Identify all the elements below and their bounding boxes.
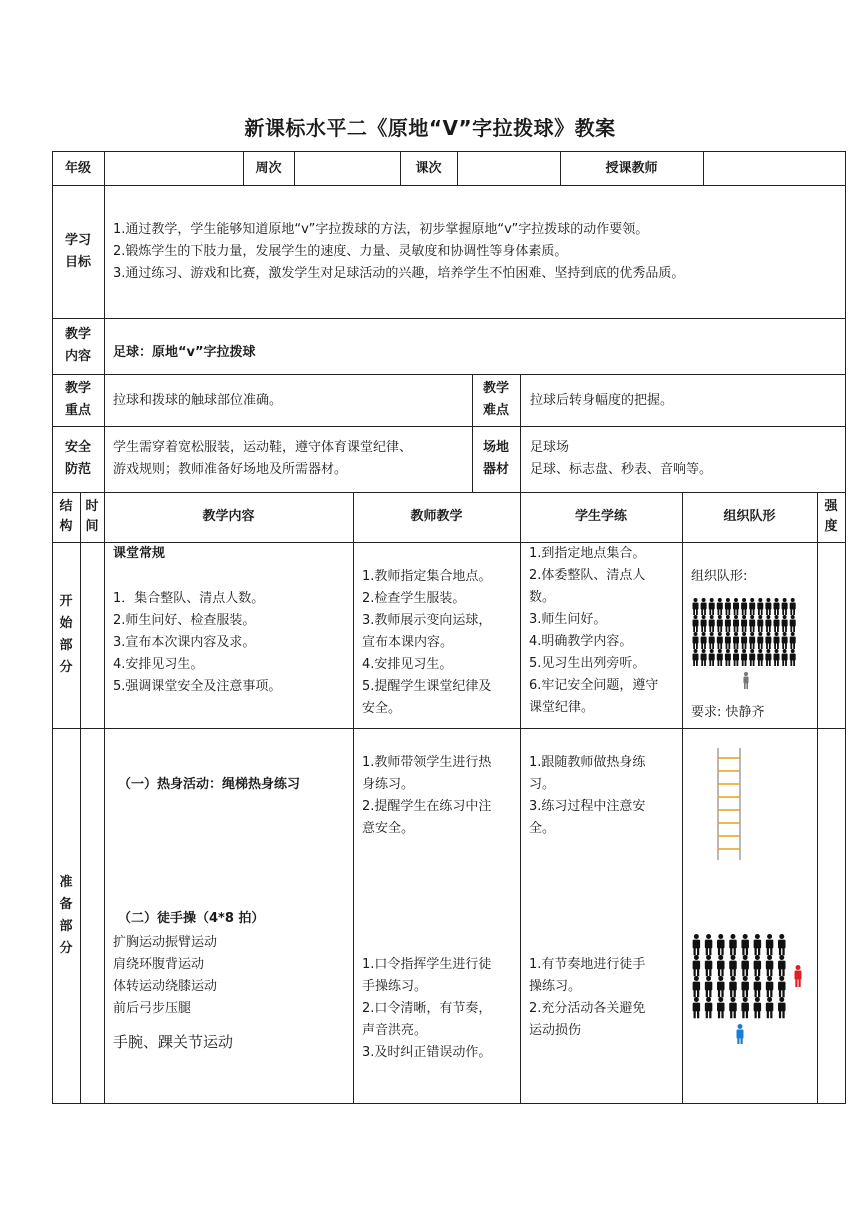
list-item: 体转运动绕膝运动 (113, 979, 218, 994)
person-icon (741, 997, 749, 1018)
person-icon (725, 598, 731, 615)
key-points-value: 拉球和拨球的触球部位准确。 (113, 393, 283, 408)
person-icon (790, 649, 796, 666)
person-icon (725, 632, 731, 649)
person-icon (754, 997, 762, 1018)
formation-requirement: 要求: 快静齐 (691, 705, 765, 720)
person-icon (717, 632, 723, 649)
person-icon (774, 632, 780, 649)
person-icon (754, 934, 762, 955)
difficulty-value: 拉球后转身幅度的把握。 (530, 393, 674, 408)
col-structure: 结构 (59, 499, 73, 534)
col-formation: 组织队形 (723, 509, 776, 524)
person-icon (733, 649, 739, 666)
teacher-figure-blue (737, 1024, 744, 1044)
person-icon (757, 632, 763, 649)
list-item: 2.体委整队、清点人 (529, 568, 646, 583)
teacher-label: 授课教师 (605, 160, 658, 176)
list-item: 习。 (529, 777, 556, 792)
col-teacher: 教师教学 (410, 509, 463, 524)
list-item: 1.口令指挥学生进行徒 (362, 957, 492, 972)
person-icon (741, 955, 749, 976)
person-icon (725, 649, 731, 666)
person-icon (778, 976, 786, 997)
list-item: 5.见习生出列旁听。 (529, 656, 646, 671)
person-icon (782, 649, 788, 666)
person-icon (733, 598, 739, 615)
person-icon (705, 955, 713, 976)
person-icon (717, 934, 725, 955)
person-icon (778, 934, 786, 955)
person-icon (705, 934, 713, 955)
person-icon (774, 615, 780, 632)
person-icon (741, 976, 749, 997)
person-icon (709, 615, 715, 632)
person-icon (729, 955, 737, 976)
person-icon (729, 934, 737, 955)
person-icon (741, 615, 747, 632)
list-item: 3.练习过程中注意安 (529, 799, 646, 814)
person-icon (693, 632, 699, 649)
person-icon (757, 615, 763, 632)
person-icon (749, 598, 755, 615)
objective-item: 2.锻炼学生的下肢力量，发展学生的速度、力量、灵敏度和协调性等身体素质。 (113, 244, 568, 259)
list-item: 1.教师带领学生进行热 (362, 755, 492, 770)
person-icon (757, 649, 763, 666)
safety-line: 学生需穿着宽松服装，运动鞋，遵守体育课堂纪律、 (113, 440, 413, 455)
person-icon (741, 598, 747, 615)
list-item: 肩绕环腹背运动 (113, 957, 205, 972)
person-icon (757, 598, 763, 615)
person-icon (765, 649, 771, 666)
person-icon (693, 955, 701, 976)
list-item: 前后弓步压腿 (113, 1001, 192, 1016)
person-icon (725, 615, 731, 632)
list-item: 2.师生问好、检查服装。 (113, 613, 256, 628)
safety-label: 安全防范 (64, 440, 91, 477)
page-title: 新课标水平二《原地“V”字拉拨球》教案 (244, 116, 616, 140)
list-item: 身练习。 (362, 777, 415, 792)
col-intensity: 强度 (824, 499, 838, 534)
col-time: 时间 (85, 499, 99, 534)
list-item: 2.口令清晰，有节奏， (362, 1001, 492, 1016)
person-icon (693, 615, 699, 632)
difficulty-label: 教学难点 (482, 381, 509, 418)
person-icon (782, 632, 788, 649)
person-icon (765, 598, 771, 615)
person-icon (693, 997, 701, 1018)
person-icon (729, 997, 737, 1018)
list-item: 安全。 (362, 701, 402, 716)
person-icon (709, 649, 715, 666)
week-label: 周次 (255, 160, 282, 176)
objective-item: 1.通过教学，学生能够知道原地“v”字拉拨球的方法，初步掌握原地“v”字拉拨球的动作要领。 (113, 222, 649, 237)
list-item: 宣布本课内容。 (362, 635, 454, 650)
list-item: 全。 (529, 821, 556, 836)
person-icon (749, 649, 755, 666)
col-student: 学生学练 (574, 509, 627, 524)
list-item: 4.安排见习生。 (362, 657, 453, 672)
list-item: 3.及时纠正错误动作。 (362, 1045, 492, 1060)
person-icon (693, 934, 701, 955)
list-item: 5.提醒学生课堂纪律及 (362, 679, 492, 694)
key-points-label: 教学重点 (64, 381, 91, 418)
person-icon (741, 649, 747, 666)
venue-label: 场地器材 (482, 440, 509, 477)
person-icon (741, 934, 749, 955)
person-icon (733, 632, 739, 649)
person-icon (693, 598, 699, 615)
col-teaching-content: 教学内容 (202, 509, 255, 524)
person-icon (754, 955, 762, 976)
list-item: 1.有节奏地进行徒手 (529, 957, 646, 972)
list-item: 3.师生问好。 (529, 612, 607, 627)
start-content-title: 课堂常规 (113, 546, 166, 561)
person-icon (693, 649, 699, 666)
person-icon (749, 615, 755, 632)
list-item: 数。 (529, 590, 556, 605)
list-item: 操练习。 (529, 979, 582, 994)
objective-item: 3.通过练习、游戏和比赛，激发学生对足球活动的兴趣，培养学生不怕困难、坚持到底的优秀品质。 (113, 266, 685, 281)
person-icon (765, 615, 771, 632)
venue-line: 足球、标志盘、秒表、音响等。 (530, 462, 713, 477)
exercise-formation-figure (690, 932, 810, 1044)
start-formation-figure (690, 596, 802, 692)
person-icon (717, 615, 723, 632)
list-item: 运动损伤 (529, 1023, 582, 1038)
person-icon (705, 976, 713, 997)
person-icon (782, 598, 788, 615)
person-icon (701, 615, 707, 632)
person-icon (790, 632, 796, 649)
list-item: 5.强调课堂安全及注意事项。 (113, 679, 282, 694)
person-icon (717, 955, 725, 976)
list-item: 4.安排见习生。 (113, 657, 204, 672)
grade-label: 年级 (64, 160, 91, 176)
formation-label: 组织队形: (691, 569, 748, 584)
list-item: 3.宣布本次课内容及求。 (113, 635, 256, 650)
teacher-figure-red (795, 965, 802, 987)
list-item: 1．集合整队、清点人数。 (113, 591, 265, 606)
student-figures (693, 598, 796, 666)
person-icon (705, 997, 713, 1018)
person-icon (790, 615, 796, 632)
person-icon (709, 632, 715, 649)
grade-value (104, 151, 243, 186)
person-icon (766, 997, 774, 1018)
list-item: 4.明确教学内容。 (529, 634, 633, 649)
safety-line: 游戏规则；教师准备好场地及所需器材。 (113, 462, 348, 477)
objectives-label: 学习目标 (64, 232, 91, 270)
list-item: 2.检查学生服装。 (362, 591, 466, 606)
exercise-title: （二）徒手操（4*8 拍） (118, 911, 265, 926)
person-icon (701, 649, 707, 666)
person-icon (778, 997, 786, 1018)
list-item: 1.到指定地点集合。 (529, 546, 646, 561)
person-icon (717, 976, 725, 997)
person-icon (749, 632, 755, 649)
teacher-figure (744, 672, 749, 689)
list-item: 手腕、踝关节运动 (113, 1033, 234, 1051)
person-icon (701, 598, 707, 615)
person-icon (701, 632, 707, 649)
person-icon (778, 955, 786, 976)
list-item: 6.牢记安全问题，遵守 (529, 678, 659, 693)
person-icon (717, 997, 725, 1018)
person-icon (774, 598, 780, 615)
person-icon (693, 976, 701, 997)
list-item: 1.跟随教师做热身练 (529, 755, 646, 770)
person-icon (717, 649, 723, 666)
list-item: 意安全。 (362, 821, 415, 836)
person-icon (709, 598, 715, 615)
person-icon (790, 598, 796, 615)
person-icon (766, 955, 774, 976)
venue-line: 足球场 (530, 440, 570, 455)
section-start-label: 开始部分 (59, 594, 73, 675)
content-label: 教学内容 (64, 327, 91, 364)
person-icon (766, 976, 774, 997)
person-icon (766, 934, 774, 955)
person-icon (717, 598, 723, 615)
list-item: 1.教师指定集合地点。 (362, 569, 492, 584)
rope-ladder-figure (712, 746, 746, 862)
person-icon (774, 649, 780, 666)
warmup-title: （一）热身活动：绳梯热身练习 (118, 777, 301, 792)
list-item: 3.教师展示变向运球， (362, 613, 492, 628)
person-icon (741, 632, 747, 649)
list-item: 课堂纪律。 (529, 700, 595, 715)
person-icon (733, 615, 739, 632)
person-icon (782, 615, 788, 632)
list-item: 2.提醒学生在练习中注 (362, 799, 492, 814)
person-icon (729, 976, 737, 997)
list-item: 声音洪亮。 (362, 1023, 428, 1038)
list-item: 2.充分活动各关避免 (529, 1001, 646, 1016)
lesson-label: 课次 (415, 160, 442, 176)
student-figures (693, 934, 786, 1018)
section-prep-label: 准备部分 (59, 874, 73, 956)
list-item: 手操练习。 (362, 979, 428, 994)
person-icon (765, 632, 771, 649)
list-item: 扩胸运动振臂运动 (113, 935, 218, 950)
person-icon (754, 976, 762, 997)
content-value: 足球：原地“v”字拉拨球 (113, 345, 256, 360)
